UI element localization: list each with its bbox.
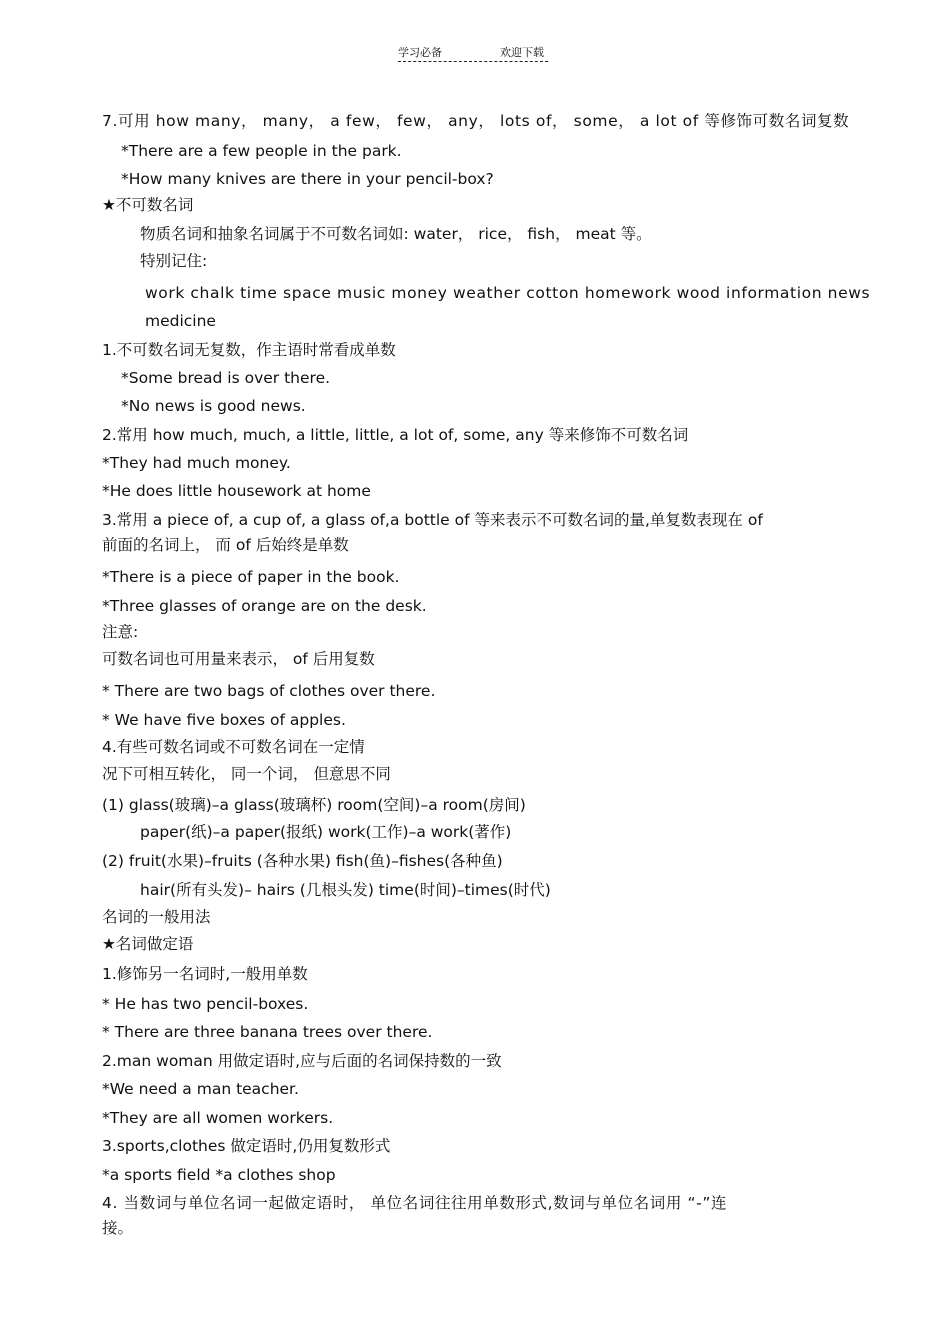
text-line: 4. 当数词与单位名词一起做定语时， 单位名词往往用单数形式,数词与单位名词用 “-”连 (102, 1194, 728, 1212)
text-line: 况下可相互转化， 同一个词， 但意思不同 (102, 765, 391, 783)
section-heading: ★不可数名词 (102, 196, 194, 214)
text-line: 接。 (102, 1219, 134, 1237)
text-line: *There are a few people in the park. (121, 142, 402, 160)
text-line: 3.sports,clothes 做定语时,仍用复数形式 (102, 1137, 391, 1155)
header-right-text: 欢迎下载 (500, 46, 544, 59)
text-line: *There is a piece of paper in the book. (102, 568, 400, 586)
text-line: *How many knives are there in your pencil-box? (121, 170, 494, 188)
text-line: * There are two bags of clothes over there. (102, 682, 436, 700)
text-line: (1) glass(玻璃)–a glass(玻璃杯) room(空间)–a room(房间) (102, 796, 526, 814)
text-line: 4.有些可数名词或不可数名词在一定情 (102, 738, 365, 756)
text-line: * We have five boxes of apples. (102, 711, 346, 729)
text-line: 特别记住: (140, 252, 208, 270)
section-heading: 名词的一般用法 (102, 908, 211, 926)
text-line: 3.常用 a piece of, a cup of, a glass of,a bottle of 等来表示不可数名词的量,单复数表现在 of (102, 511, 763, 529)
text-line: (2) fruit(水果)–fruits (各种水果) fish(鱼)–fishes(各种鱼) (102, 852, 503, 870)
text-line: 7.可用 how many， many， a few， few， any， lots of， some， a lot of 等修饰可数名词复数 (102, 112, 850, 130)
text-line: 2.man woman 用做定语时,应与后面的名词保持数的一致 (102, 1052, 502, 1070)
text-line: *a sports field *a clothes shop (102, 1166, 336, 1184)
text-line: * There are three banana trees over there. (102, 1023, 433, 1041)
section-heading: ★名词做定语 (102, 935, 194, 953)
header-left-text: 学习必备 (398, 46, 442, 59)
text-line: 前面的名词上， 而 of 后始终是单数 (102, 536, 349, 554)
text-line: *No news is good news. (121, 397, 306, 415)
page-header (0, 44, 950, 68)
text-line: *He does little housework at home (102, 482, 371, 500)
text-line: *They had much money. (102, 454, 291, 472)
text-line: hair(所有头发)– hairs (几根头发) time(时间)–times(时代) (140, 881, 551, 899)
text-line: work chalk time space music money weather cotton homework wood information news (145, 284, 871, 302)
text-line: 2.常用 how much, much, a little, little, a lot of, some, any 等来修饰不可数名词 (102, 426, 689, 444)
text-line: 1.修饰另一名词时,一般用单数 (102, 965, 308, 983)
text-line: 1.不可数名词无复数，作主语时常看成单数 (102, 341, 396, 359)
text-line: medicine (145, 312, 216, 330)
text-line: 物质名词和抽象名词属于不可数名词如: water， rice， fish， meat 等。 (140, 225, 652, 243)
text-line: * He has two pencil-boxes. (102, 995, 309, 1013)
text-line: 注意: (102, 623, 139, 641)
text-line: *They are all women workers. (102, 1109, 334, 1127)
text-line: *Three glasses of orange are on the desk. (102, 597, 427, 615)
text-line: paper(纸)–a paper(报纸) work(工作)–a work(著作) (140, 823, 512, 841)
text-line: *We need a man teacher. (102, 1080, 299, 1098)
text-line: *Some bread is over there. (121, 369, 331, 387)
text-line: 可数名词也可用量来表示， of 后用复数 (102, 650, 375, 668)
header-divider (398, 61, 548, 62)
